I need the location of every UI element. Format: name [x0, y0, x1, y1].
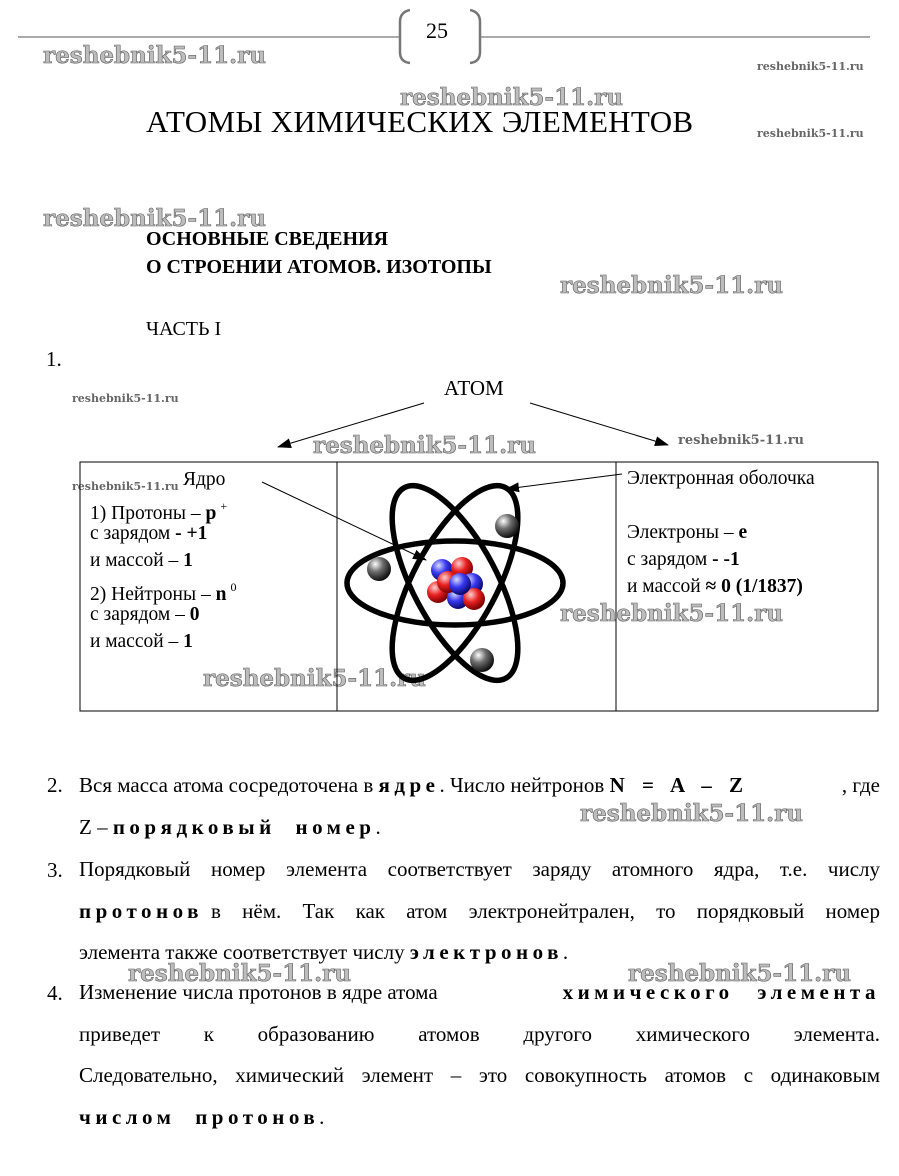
text: . Число нейтронов: [439, 773, 610, 797]
protons-charge-label: с зарядом: [90, 523, 176, 544]
neutrons-mass-label: и массой –: [90, 631, 184, 652]
text: .: [375, 814, 381, 839]
arrow-shell-pointer: [506, 474, 622, 489]
text: Вся масса атома сосредоточена в: [79, 773, 379, 797]
neutrons-mass-value: 1: [183, 631, 193, 652]
electrons-charge-value: - -1: [712, 549, 740, 570]
neutrons-charge-line: [90, 601, 200, 628]
electrons-mass-line: [627, 573, 803, 600]
neutrons-sup: 0: [230, 580, 237, 594]
watermark: reshebnik5-11.ru: [560, 272, 783, 299]
emphasis: электронов: [409, 940, 563, 964]
watermark: reshebnik5-11.ru: [678, 433, 805, 448]
watermark: reshebnik5-11.ru: [43, 42, 266, 69]
electrons-mass-value: ≈ 0 (1/1837): [705, 576, 803, 597]
emphasis: ядре: [378, 773, 440, 797]
item-3-number: 3.: [47, 858, 63, 882]
electron-icon: [495, 514, 519, 538]
item-2-number: 2.: [47, 773, 63, 797]
watermark: reshebnik5-11.ru: [72, 480, 179, 493]
text: элемента также соответствует числу: [79, 940, 410, 964]
watermark: reshebnik5-11.ru: [128, 960, 351, 987]
neutrons-label: 2) Нейтроны –: [90, 584, 216, 605]
protons-mass-value: 1: [183, 550, 193, 571]
nucleus-heading: Ядро: [183, 469, 226, 490]
emphasis: порядковый номер: [112, 814, 376, 839]
text: Порядковый номер элемента соответствует заряду атомного ядра, т.е. числу: [79, 857, 880, 881]
neutrons-charge-value: 0: [189, 604, 200, 625]
arrow-to-nucleus: [278, 403, 424, 447]
watermark: reshebnik5-11.ru: [313, 432, 536, 459]
text: .: [562, 940, 569, 964]
item-4-text: [79, 972, 880, 1138]
electrons-mass-label: и массой: [627, 576, 706, 597]
formula: N = A – Z: [609, 773, 744, 797]
protons-symbol: p: [205, 503, 217, 524]
emphasis: протонов: [79, 898, 203, 923]
text: приведет к образованию атомов другого химического элемента.: [79, 1021, 880, 1046]
electrons-line: [627, 519, 747, 546]
protons-sup: +: [220, 499, 228, 513]
watermark: reshebnik5-11.ru: [400, 84, 623, 111]
protons-charge-value: - +1: [175, 523, 208, 544]
watermark: reshebnik5-11.ru: [757, 127, 864, 140]
neutrons-symbol: n: [215, 584, 227, 605]
protons-mass-label: и массой –: [90, 550, 184, 571]
watermark: reshebnik5-11.ru: [203, 665, 426, 692]
page-title: АТОМЫ ХИМИЧЕСКИХ ЭЛЕМЕНТОВ: [146, 104, 694, 139]
watermark: reshebnik5-11.ru: [757, 60, 864, 73]
electron-icon: [470, 648, 494, 672]
text: Следовательно, химический элемент – это совокупность атомов с одинаковым: [79, 1063, 880, 1087]
text: в нём. Так как атом электронейтрален, то порядковый номер: [210, 898, 880, 923]
watermark: reshebnik5-11.ru: [580, 800, 803, 827]
section-title-line1: ОСНОВНЫЕ СВЕДЕНИЯ: [146, 228, 389, 250]
text: Z –: [79, 814, 113, 839]
protons-label: 1) Протоны –: [90, 503, 206, 524]
item-4-number: 4.: [47, 981, 63, 1005]
section-title-line2: О СТРОЕНИИ АТОМОВ. ИЗОТОПЫ: [146, 256, 492, 278]
watermark: reshebnik5-11.ru: [560, 600, 783, 627]
neutrons-charge-label: с зарядом –: [90, 604, 190, 625]
text: .: [319, 1104, 325, 1129]
protons-mass-line: [90, 547, 193, 574]
item-2-text: [79, 765, 880, 848]
protons-charge-line: [90, 520, 207, 547]
emphasis: химического элемента: [562, 980, 880, 1004]
arrow-to-shell: [530, 403, 668, 445]
nucleus-icon: [427, 557, 485, 610]
electron-icon: [367, 557, 391, 581]
item-3-text: [79, 849, 880, 974]
part-heading: ЧАСТЬ I: [146, 318, 222, 340]
emphasis: числом протонов: [79, 1104, 320, 1129]
page-number: 25: [426, 18, 448, 43]
watermark: reshebnik5-11.ru: [72, 392, 179, 405]
text: , где: [841, 773, 880, 797]
watermark: reshebnik5-11.ru: [628, 960, 851, 987]
atom-label: АТОМ: [444, 376, 504, 400]
watermark: reshebnik5-11.ru: [43, 205, 266, 232]
shell-heading: Электронная оболочка: [627, 468, 815, 489]
electrons-label: Электроны –: [627, 522, 739, 543]
text: Изменение числа протонов в ядре атома: [79, 980, 438, 1004]
electrons-charge-label: с зарядом: [627, 549, 713, 570]
neutrons-mass-line: [90, 628, 193, 655]
electrons-charge-line: [627, 546, 740, 573]
item-1-number: 1.: [46, 347, 62, 371]
electrons-symbol: e: [738, 522, 748, 543]
